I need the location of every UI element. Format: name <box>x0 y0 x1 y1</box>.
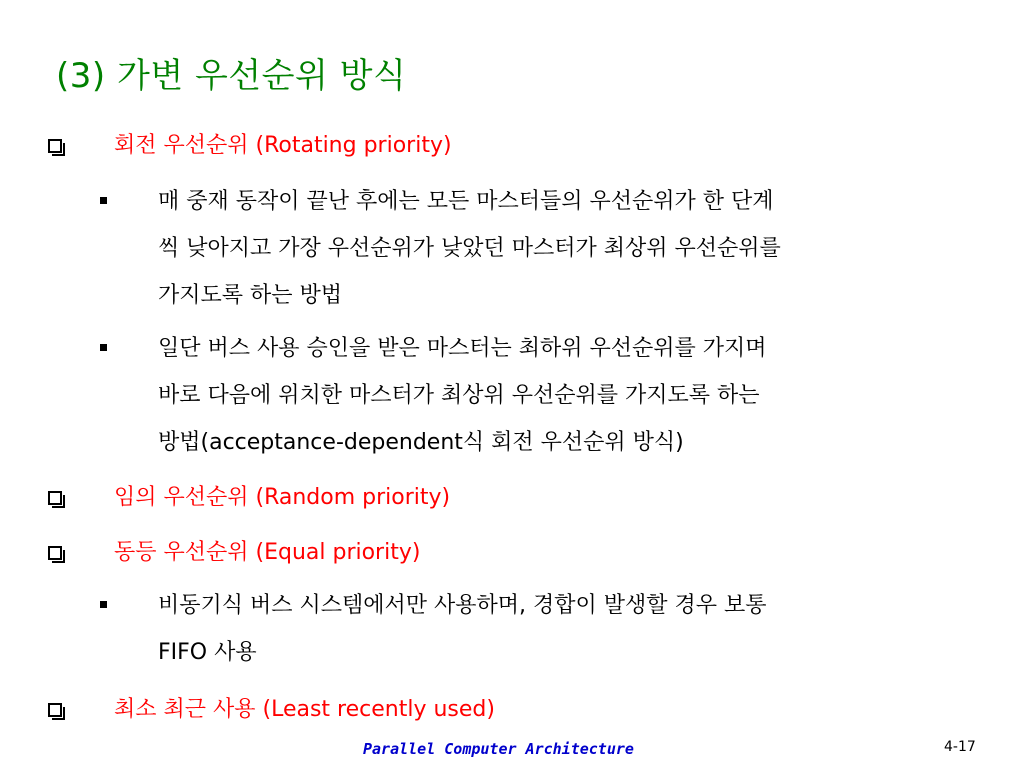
page-number: 4-17 <box>944 739 976 755</box>
bullet-label: 동등 우선순위 (Equal priority) <box>114 540 421 565</box>
footer-course-title: Parallel Computer Architecture <box>363 740 634 758</box>
bullet-random-priority <box>48 480 450 511</box>
hollow-square-bullet-icon <box>48 139 62 153</box>
sub-bullet-text: 매 중재 동작이 끝난 후에는 모든 마스터들의 우선순위가 한 단계 씩 낮아지고 가장 우선순위가 낮았던 마스터가 최상위 우선순위를 가지도록 하는 방법 <box>158 189 781 308</box>
hollow-square-bullet-icon <box>48 703 62 717</box>
sub-bullet-text: 일단 버스 사용 승인을 받은 마스터는 최하위 우선순위를 가지며 바로 다음에 위치한 마스터가 최상위 우선순위를 가지도록 하는 방법(acceptance-dependent식 회전 우선순위 방식) <box>158 336 767 455</box>
hollow-square-bullet-icon <box>48 491 62 505</box>
hollow-square-bullet-icon <box>48 546 62 560</box>
bullet-label: 최소 최근 사용 (Least recently used) <box>114 697 495 722</box>
bullet-label: 회전 우선순위 (Rotating priority) <box>114 133 452 158</box>
sub-bullet-text: 비동기식 버스 시스템에서만 사용하며, 경합이 발생할 경우 보통 FIFO 사용 <box>158 593 767 665</box>
square-bullet-icon <box>100 601 107 608</box>
bullet-lru <box>48 692 495 723</box>
bullet-label: 임의 우선순위 (Random priority) <box>114 485 451 510</box>
square-bullet-icon <box>100 344 107 351</box>
slide-title: (3) 가변 우선순위 방식 <box>56 56 407 96</box>
bullet-rotating-priority <box>48 128 452 159</box>
bullet-equal-priority <box>48 535 420 566</box>
sub-bullet-rotating-2 <box>100 325 980 466</box>
sub-bullet-equal-1 <box>100 582 980 676</box>
square-bullet-icon <box>100 197 107 204</box>
sub-bullet-rotating-1 <box>100 178 980 319</box>
